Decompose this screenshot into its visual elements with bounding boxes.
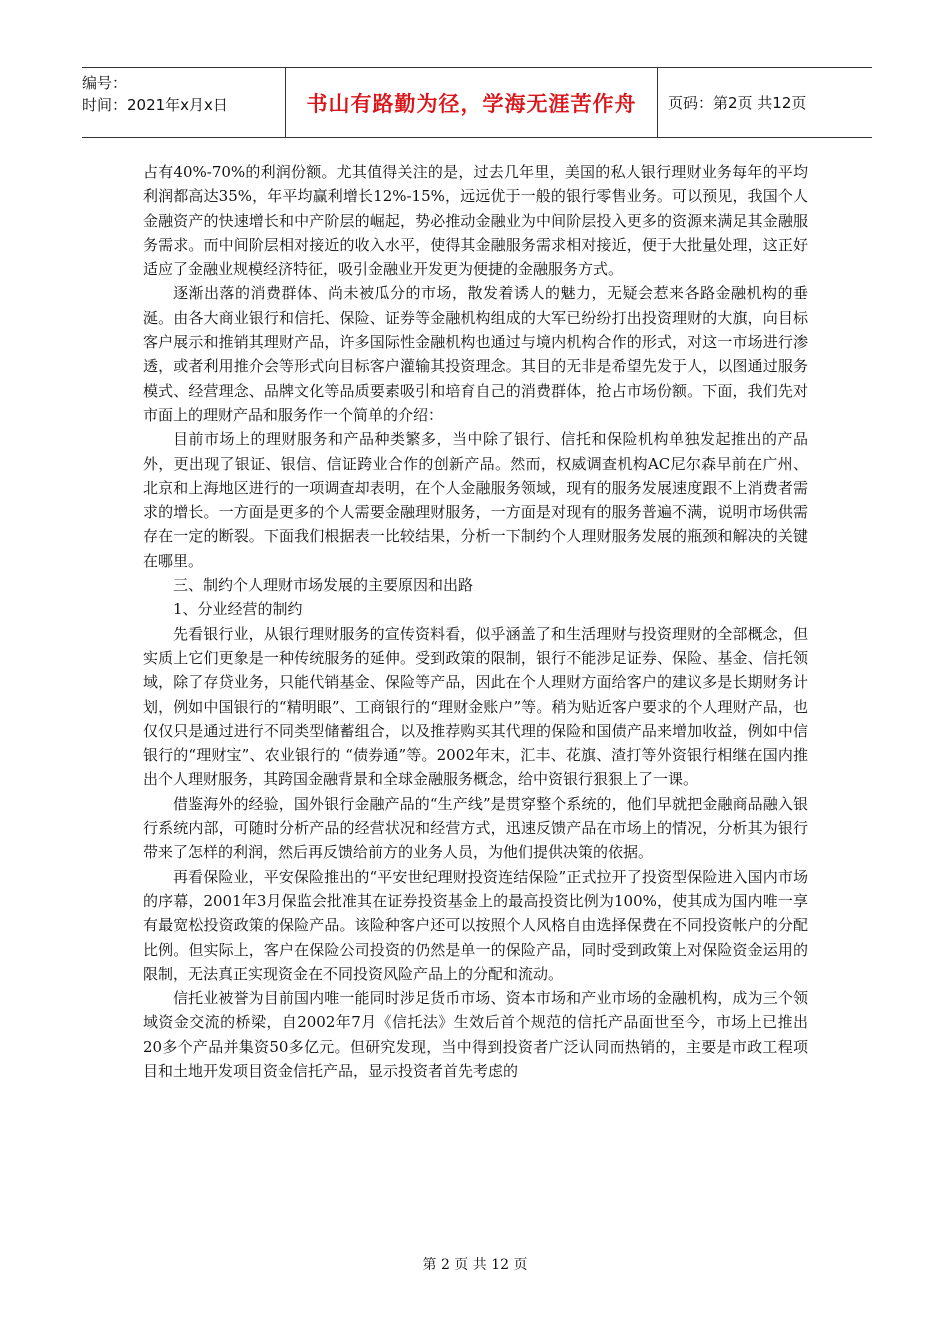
page-header: [82, 67, 872, 138]
section-heading: 三、制约个人理财市场发展的主要原因和出路: [173, 576, 474, 595]
header-motto: 书山有路勤为径，学海无涯苦作舟: [306, 91, 637, 116]
paragraph: 借鉴海外的经验，国外银行金融产品的“生产线”是贯穿整个系统的，他们早就把金融商品融入银行系统内部，可随时分析产品的经营状况和经营方式，迅速反馈产品在市场上的情况，分析其为银行带来了怎样的利润，然后再反馈给前方的业务人员，为他们提供决策的依据。: [143, 794, 808, 862]
time-label: 时间：2021年x月x日: [82, 96, 228, 114]
page-footer: 第 2 页 共 12 页: [422, 1257, 528, 1273]
header-info: [82, 68, 285, 137]
paragraph: 再看保险业，平安保险推出的“平安世纪理财投资连结保险”正式拉开了投资型保险进入国内市场的序幕，2001年3月保监会批准其在证券投资基金上的最高投资比例为100%，使其成为国内唯一享有最宽松投资政策的保险产品。该险种客户还可以按照个人风格自由选择保费在不同投资帐户的分配比例。但实际上，客户在保险公司投资的仍然是单一的保险产品，同时受到政策上对保险资金运用的限制，无法真正实现资金在不同投资风险产品上的分配和流动。: [143, 867, 808, 983]
header-page-number: 页码：第2页 共12页: [668, 94, 807, 112]
paragraph: 逐渐出落的消费群体、尚未被瓜分的市场，散发着诱人的魅力，无疑会惹来各路金融机构的垂涎。由各大商业银行和信托、保险、证券等金融机构组成的大军已纷纷打出投资理财的大旗，向目标客户展示和推销其理财产品，许多国际性金融机构也通过与境内机构合作的形式，对这一市场进行渗透，或者利用推介会等形式向目标客户灌输其投资理念。其目的无非是希望先发于人，以图通过服务模式、经营理念、品牌文化等品质要素吸引和培育自己的消费群体，抢占市场份额。下面，我们先对市面上的理财产品和服务作一个简单的介绍：: [143, 284, 808, 424]
paragraph: 信托业被誉为目前国内唯一能同时涉足货币市场、资本市场和产业市场的金融机构，成为三个领域资金交流的桥梁，自2002年7月《信托法》生效后首个规范的信托产品面世至今，市场上已推出20多个产品并集资50多亿元。但研究发现，当中得到投资者广泛认同而热销的，主要是市政工程项目和土地开发项目资金信托产品，显示投资者首先考虑的: [143, 989, 808, 1080]
doc-number-label: 编号：: [82, 74, 128, 92]
paragraph: 占有40%-70%的利润份额。尤其值得关注的是，过去几年里，美国的私人银行理财业务每年的平均利润都高达35%，年平均赢利增长12%-15%，远远优于一般的银行零售业务。可以预见，我国个人金融资产的快速增长和中产阶层的崛起，势必推动金融业为中间阶层投入更多的资源来满足其金融服务需求。而中间阶层相对接近的收入水平，使得其金融服务需求相对接近，便于大批量处理，这正好适应了金融业规模经济特征，吸引金融业开发更为便捷的金融服务方式。: [143, 163, 808, 279]
header-page-cell: [658, 68, 872, 137]
document-body: [143, 160, 808, 1083]
paragraph: 先看银行业，从银行理财服务的宣传资料看，似乎涵盖了和生活理财与投资理财的全部概念，但实质上它们更象是一种传统服务的延伸。受到政策的限制，银行不能涉足证券、保险、基金、信托领域，除了存贷业务，只能代销基金、保险等产品，因此在个人理财方面给客户的建议多是长期财务计划，例如中国银行的“精明眼”、工商银行的“理财金账户”等。稍为贴近客户要求的个人理财产品，也仅仅只是通过进行不同类型储蓄组合，以及推荐购买其代理的保险和国债产品来增加收益，例如中信银行的“理财宝”、农业银行的 “债券通”等。2002年末，汇丰、花旗、渣打等外资银行相继在国内推出个人理财服务，其跨国金融背景和全球金融服务概念，给中资银行狠狠上了一课。: [143, 624, 808, 789]
paragraph: 目前市场上的理财服务和产品种类繁多，当中除了银行、信托和保险机构单独发起推出的产品外，更出现了银证、银信、信证跨业合作的创新产品。然而，权威调查机构AC尼尔森早前在广州、北京和上海地区进行的一项调查却表明，在个人金融服务领域，现有的服务发展速度跟不上消费者需求的增长。一方面是更多的个人需要金融理财服务，一方面是对现有的服务普遍不满，说明市场供需存在一定的断裂。下面我们根据表一比较结果，分析一下制约个人理财服务发展的瓶颈和解决的关键在哪里。: [143, 430, 808, 570]
header-motto-cell: [285, 68, 658, 137]
subsection-heading: 1、分业经营的制约: [173, 600, 303, 619]
